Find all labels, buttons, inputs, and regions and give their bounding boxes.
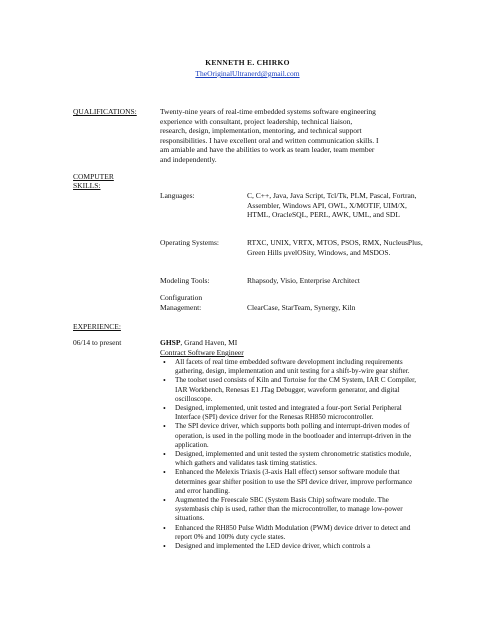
duty-item: • Enhanced the Melexis Triaxis (3-axis Hall effect) sensor software module that determines gear shifter position to use the SPI device driver, improve performance and error handling. — [160, 468, 422, 496]
duty-item: • Augmented the Freescale SBC (System Basis Chip) software module. The systembasis chip is used, rather than the microcontroller, to manage low-power situations. — [160, 496, 422, 524]
duty-item: • Designed, implemented, unit tested and integrated a four-port Serial Peripheral Interface (SPI) device driver for the Renesas RH850 microcontroller. — [160, 404, 422, 422]
duty-item: • The SPI device driver, which supports both polling and interrupt-driven modes of operation, is used in the polling mode in the bootloader and interrupt-driven in the application. — [160, 422, 422, 450]
job-duties-list — [160, 358, 422, 551]
company-location: , Grand Haven, MI — [180, 338, 238, 347]
experience-heading: EXPERIENCE: — [73, 322, 121, 331]
skill-label-languages: Languages: — [160, 191, 195, 200]
job-employer — [160, 338, 237, 347]
duty-item: • The toolset used consists of Kiln and Tortoise for the CM System, IAR C Compiler, IAR Workbench, Renesas E1 JTag Debugger, waveform generator, and digital oscilloscope. — [160, 376, 422, 404]
skill-label-configuration-management: Configuration Management: — [160, 293, 203, 312]
skill-value-operating-systems: RTXC, UNIX, VRTX, MTOS, PSOS, RMX, NucleusPlus, Green Hills µvelOSity, Windows, and MSDOS. — [247, 238, 423, 257]
duty-item: • All facets of real time embedded software development including requirements gathering, design, implementation and unit testing for a shift-by-wire gear shifter. — [160, 358, 422, 376]
skill-value-languages: C, C++, Java, Java Script, Tcl/Tk, PLM, Pascal, Fortran, Assembler, Windows API, OWL, X/MOTIF, UIM/X, HTML, OracleSQL, PERL, AWK, UML, and SDL — [247, 191, 417, 220]
job-dates: 06/14 to present — [73, 338, 122, 347]
skill-label-operating-systems: Operating Systems: — [160, 238, 219, 247]
candidate-name: KENNETH E. CHIRKO — [205, 58, 290, 67]
computer-skills-heading: COMPUTER SKILLS: — [73, 172, 114, 190]
qualifications-text: Twenty-nine years of real-time embedded systems software engineering experience with consultant, project leadership, technical liaison, research, design, implementation, mentoring, and technical support responsibilities. I have excellent oral and written communication skills. I am amiable and have the abilities to work as team leader, team member and independently. — [160, 107, 379, 164]
duty-item: • Enhanced the RH850 Pulse Width Modulation (PWM) device driver to detect and report 0% and 100% duty cycle states. — [160, 524, 422, 542]
duty-item: • Designed and implemented the LED device driver, which controls a — [160, 542, 422, 551]
skill-label-modeling-tools: Modeling Tools: — [160, 276, 210, 285]
email-link[interactable]: TheOriginalUltranerd@gmail.com — [195, 69, 300, 78]
duty-item: • Designed, implemented and unit tested the system chronometric statistics module, which gathers and validates task timing statistics. — [160, 450, 422, 468]
skill-value-configuration-management: ClearCase, StarTeam, Synergy, Kiln — [247, 303, 356, 312]
skill-value-modeling-tools: Rhapsody, Visio, Enterprise Architect — [247, 276, 360, 285]
job-title: Contract Software Engineer — [160, 348, 244, 357]
qualifications-heading: QUALIFICATIONS: — [73, 107, 137, 116]
company-name: GHSP — [160, 338, 181, 347]
